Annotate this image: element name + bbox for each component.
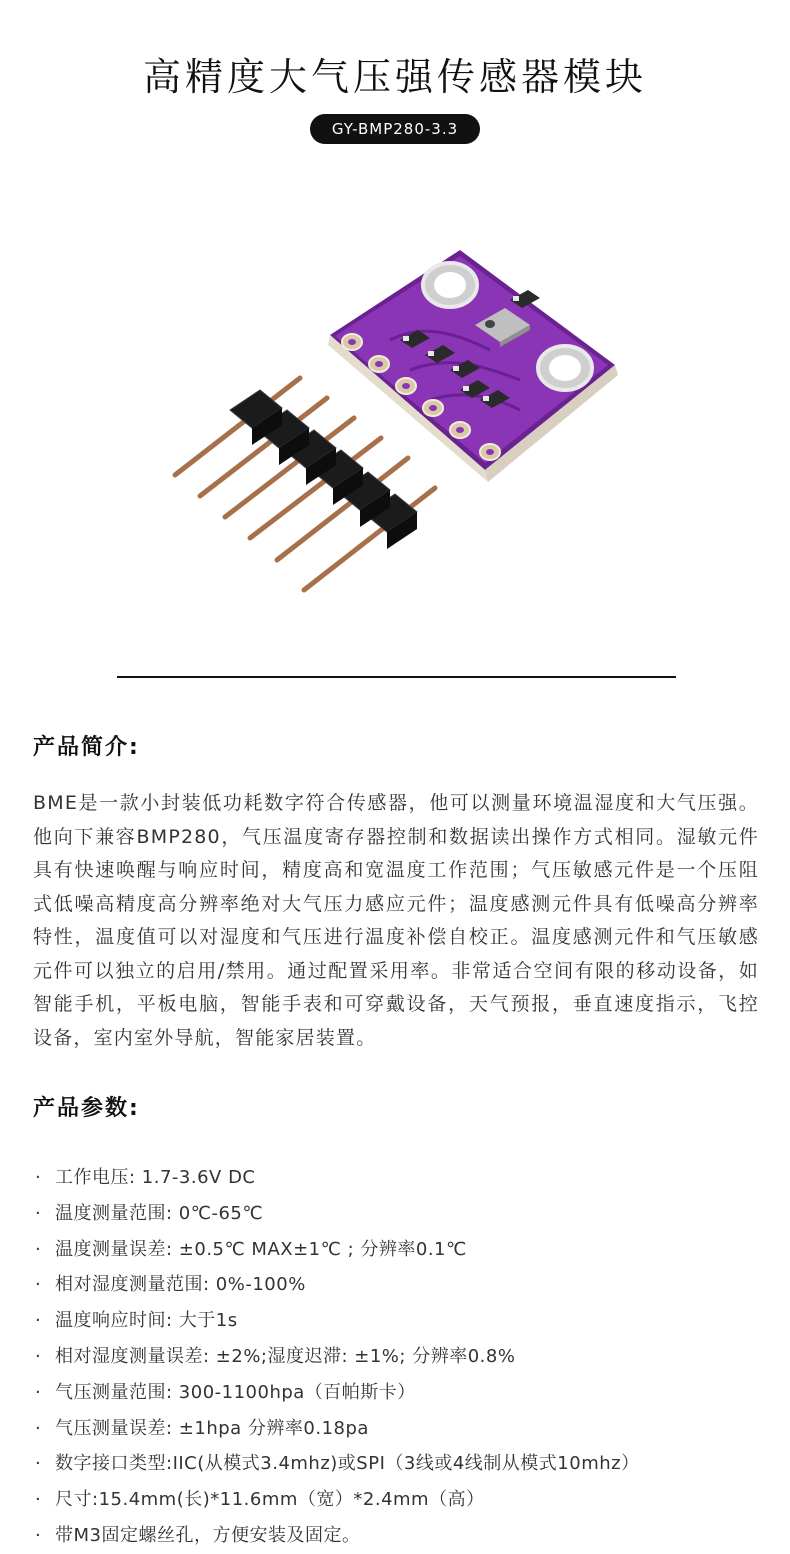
bullet: · <box>35 1238 42 1260</box>
bullet: · <box>35 1381 42 1403</box>
page-title: 高精度大气压强传感器模块 <box>142 55 647 99</box>
list-item: · 工作电压: 1.7-3.6V DC <box>35 1160 775 1196</box>
params-heading: 产品参数: <box>33 1096 140 1121</box>
list-item: · 尺寸:15.4mm(长)*11.6mm（宽）*2.4mm（高） <box>35 1482 775 1518</box>
list-item: · 温度响应时间: 大于1s <box>35 1303 775 1339</box>
list-item: · 相对湿度测量误差: ±2%;湿度迟滞: ±1%; 分辨率0.8% <box>35 1339 775 1375</box>
list-item: · 气压测量范围: 300-1100hpa（百帕斯卡） <box>35 1375 775 1411</box>
bullet: · <box>35 1345 42 1367</box>
intro-text: BME是一款小封装低功耗数字符合传感器，他可以测量环境温湿度和大气压强。他向下兼容BMP280，气压温度寄存器控制和数据读出操作方式相同。湿敏元件具有快速唤醒与响应时间，精度高和宽温度工作范围；气压敏感元件是一个压阻式低噪高精度高分辨率绝对大气压力感应元件；温度感测元件具有低噪高分辨率特性，温度值可以对湿度和气压进行温度补偿自校正。温度感测元件和气压敏感元件可以独立的启用/禁用。通过配置采用率。非常适合空间有限的移动设备，如智能手机，平板电脑，智能手表和可穿戴设备，天气预报，垂直速度指示，飞控设备，室内室外导航，智能家居装置。 <box>33 792 759 1049</box>
bullet: · <box>35 1202 42 1224</box>
section-divider <box>117 676 676 678</box>
list-item: · 相对湿度测量范围: 0%-100% <box>35 1267 775 1303</box>
intro-heading: 产品简介: <box>33 735 140 760</box>
list-item: · 数字接口类型:IIC(从模式3.4mhz)或SPI（3线或4线制从模式10mhz） <box>35 1446 775 1482</box>
bullet: · <box>35 1417 42 1439</box>
mounting-hole <box>538 346 592 390</box>
bullet: · <box>35 1453 42 1475</box>
bullet: · <box>35 1167 42 1188</box>
list-item: · 温度测量范围: 0℃-65℃ <box>35 1196 775 1232</box>
list-item: · 温度测量误差: ±0.5℃ MAX±1℃ ; 分辨率0.1℃ <box>35 1232 775 1268</box>
list-item: · 带M3固定螺丝孔，方便安装及固定。 <box>35 1518 775 1554</box>
params-list <box>35 1160 775 1554</box>
header-pins <box>175 378 435 590</box>
model-badge: GY-BMP280-3.3 <box>310 114 480 144</box>
list-item: · 气压测量误差: ±1hpa 分辨率0.18pa <box>35 1411 775 1447</box>
bullet: · <box>35 1489 42 1511</box>
bullet: · <box>35 1524 42 1546</box>
bullet: · <box>35 1274 42 1296</box>
mounting-hole <box>423 263 477 307</box>
sensor-module-illustration <box>160 230 640 610</box>
bullet: · <box>35 1310 42 1332</box>
